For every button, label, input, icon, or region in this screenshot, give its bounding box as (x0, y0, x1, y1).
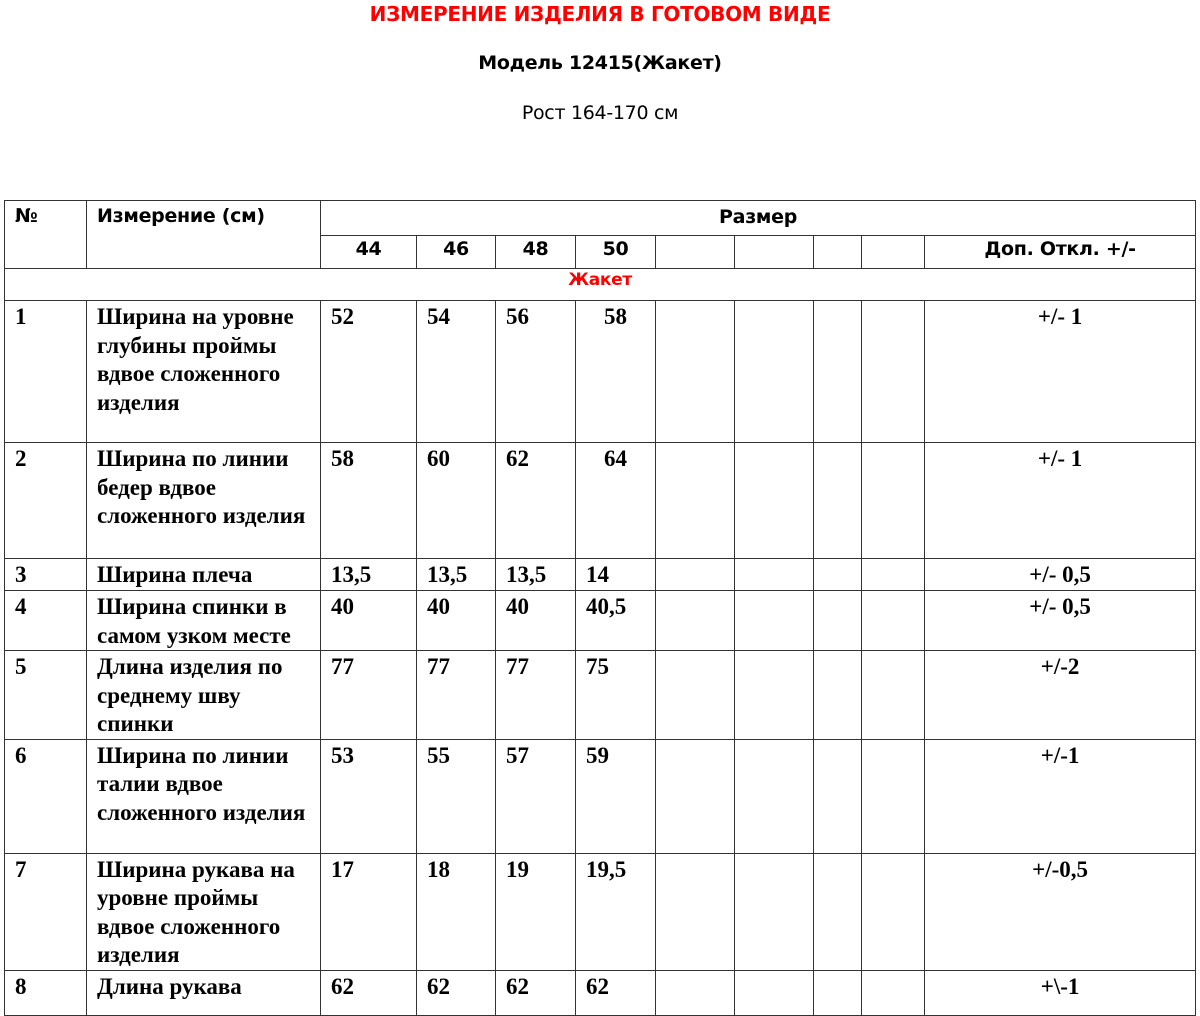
size-value: 62 (321, 970, 417, 1015)
size-value-empty (735, 651, 814, 740)
column-header-measurement: Измерение (см) (87, 201, 321, 269)
tolerance-value: +/- 1 (925, 443, 1196, 559)
size-value: 62 (417, 970, 496, 1015)
measurement-name: Ширина по линии бедер вдвое сложенного изделия (87, 443, 321, 559)
header-row-top (5, 201, 1196, 236)
size-value: 62 (576, 970, 656, 1015)
size-value: 40 (496, 591, 576, 651)
measurement-name: Ширина плеча (87, 559, 321, 591)
size-value: 56 (496, 301, 576, 443)
size-header-empty (735, 236, 814, 269)
size-value-empty (814, 591, 862, 651)
measurement-name: Длина изделия по среднему шву спинки (87, 651, 321, 740)
size-value: 54 (417, 301, 496, 443)
row-number: 6 (5, 739, 87, 853)
size-value-empty (862, 651, 925, 740)
size-value-empty (656, 970, 735, 1015)
measurement-name: Ширина на уровне глубины проймы вдвое сложенного изделия (87, 301, 321, 443)
measurement-name: Длина рукава (87, 970, 321, 1015)
size-header-empty (656, 236, 735, 269)
row-number: 1 (5, 301, 87, 443)
size-value-empty (814, 651, 862, 740)
size-value: 13,5 (496, 559, 576, 591)
size-value: 57 (496, 739, 576, 853)
table-row (5, 651, 1196, 740)
measurement-name: Ширина по линии талии вдвое сложенного изделия (87, 739, 321, 853)
table-row (5, 591, 1196, 651)
size-header-48: 48 (496, 236, 576, 269)
size-value: 17 (321, 853, 417, 970)
tolerance-value: +/- 0,5 (925, 559, 1196, 591)
size-value: 62 (496, 970, 576, 1015)
size-value-empty (656, 301, 735, 443)
size-value-empty (862, 739, 925, 853)
tolerance-value: +/-1 (925, 739, 1196, 853)
table-row (5, 559, 1196, 591)
column-header-size: Размер (321, 201, 1196, 236)
table-row (5, 739, 1196, 853)
measurement-name: Ширина рукава на уровне проймы вдвое сложенного изделия (87, 853, 321, 970)
size-header-50: 50 (576, 236, 656, 269)
size-value-empty (814, 301, 862, 443)
row-number: 4 (5, 591, 87, 651)
size-value: 55 (417, 739, 496, 853)
size-value-empty (656, 443, 735, 559)
size-header-44: 44 (321, 236, 417, 269)
column-header-number: № (5, 201, 87, 269)
size-value-empty (862, 559, 925, 591)
size-value-empty (814, 443, 862, 559)
section-row (5, 269, 1196, 301)
size-value-empty (814, 739, 862, 853)
size-value: 77 (321, 651, 417, 740)
size-value-empty (656, 591, 735, 651)
size-value-empty (735, 853, 814, 970)
table-row (5, 853, 1196, 970)
size-value: 53 (321, 739, 417, 853)
tolerance-value: +\-1 (925, 970, 1196, 1015)
size-value: 64 (576, 443, 656, 559)
size-value: 58 (321, 443, 417, 559)
size-value-empty (656, 651, 735, 740)
size-value: 60 (417, 443, 496, 559)
tolerance-value: +/- 1 (925, 301, 1196, 443)
size-value-empty (862, 443, 925, 559)
row-number: 8 (5, 970, 87, 1015)
table-row (5, 970, 1196, 1015)
row-number: 5 (5, 651, 87, 740)
size-value: 59 (576, 739, 656, 853)
size-value-empty (735, 970, 814, 1015)
table-row (5, 443, 1196, 559)
size-value: 75 (576, 651, 656, 740)
tolerance-value: +/- 0,5 (925, 591, 1196, 651)
size-value-empty (735, 443, 814, 559)
size-value-empty (735, 301, 814, 443)
column-header-tolerance: Доп. Откл. +/- (925, 236, 1196, 269)
size-value: 77 (496, 651, 576, 740)
size-header-empty (862, 236, 925, 269)
size-value: 77 (417, 651, 496, 740)
size-value: 58 (576, 301, 656, 443)
size-value: 40 (417, 591, 496, 651)
size-value-empty (862, 301, 925, 443)
size-value-empty (656, 739, 735, 853)
size-value: 40,5 (576, 591, 656, 651)
size-header-46: 46 (417, 236, 496, 269)
size-header-empty (814, 236, 862, 269)
row-number: 7 (5, 853, 87, 970)
size-value-empty (656, 853, 735, 970)
size-value: 13,5 (417, 559, 496, 591)
height-range: Рост 164-170 см (521, 102, 679, 124)
size-value-empty (814, 559, 862, 591)
size-value-empty (862, 591, 925, 651)
size-value-empty (656, 559, 735, 591)
table-row (5, 301, 1196, 443)
measurement-name: Ширина спинки в самом узком месте (87, 591, 321, 651)
size-chart-table (4, 200, 1196, 1016)
row-number: 2 (5, 443, 87, 559)
size-value: 52 (321, 301, 417, 443)
size-value: 19 (496, 853, 576, 970)
model-name: Модель 12415(Жакет) (478, 52, 722, 74)
size-value-empty (862, 970, 925, 1015)
section-label-jacket: Жакет (5, 269, 1196, 301)
size-value-empty (735, 739, 814, 853)
size-value-empty (735, 559, 814, 591)
tolerance-value: +/-0,5 (925, 853, 1196, 970)
size-value-empty (735, 591, 814, 651)
size-value-empty (862, 853, 925, 970)
size-value: 19,5 (576, 853, 656, 970)
size-value: 40 (321, 591, 417, 651)
size-value: 13,5 (321, 559, 417, 591)
document-title: ИЗМЕРЕНИЕ ИЗДЕЛИЯ В ГОТОВОМ ВИДЕ (369, 2, 831, 26)
row-number: 3 (5, 559, 87, 591)
size-value-empty (814, 970, 862, 1015)
size-value: 62 (496, 443, 576, 559)
size-value-empty (814, 853, 862, 970)
size-value: 18 (417, 853, 496, 970)
size-value: 14 (576, 559, 656, 591)
tolerance-value: +/-2 (925, 651, 1196, 740)
